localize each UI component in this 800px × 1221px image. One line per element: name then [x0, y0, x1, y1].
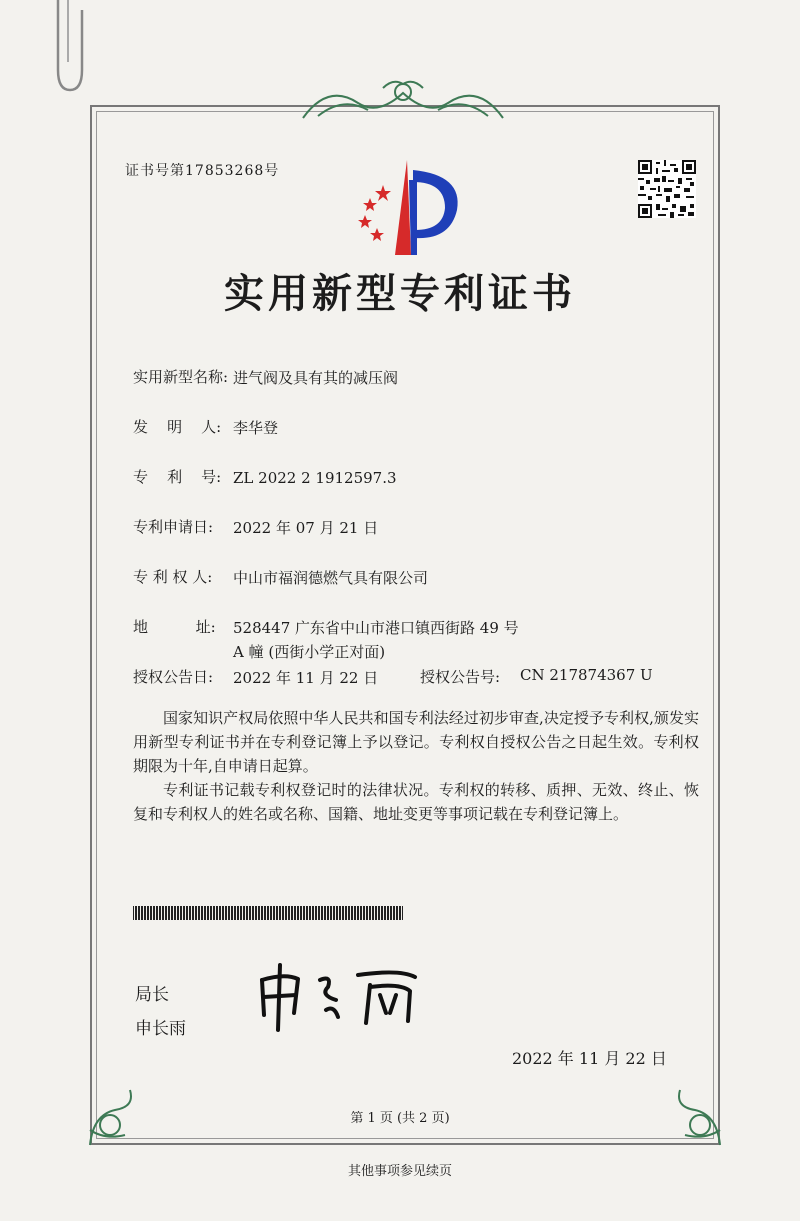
- field-label: 专利申请日:: [133, 518, 214, 536]
- field-value: 进气阀及具有其的减压阀: [233, 369, 399, 387]
- legal-paragraph-1: 国家知识产权局依照中华人民共和国专利法经过初步审查,决定授予专利权,颁发实用新型专利证书并在专利登记簿上予以登记。专利权自授权公告之日起生效。专利权期限为十年,自申请日起算。: [133, 709, 699, 775]
- field-value: 中山市福润德燃气具有限公司: [233, 569, 429, 587]
- barcode-icon: [133, 906, 403, 920]
- cnipa-logo-icon: [345, 160, 465, 255]
- field-patent-number: [133, 466, 633, 490]
- field-value: 2022 年 07 月 21 日: [233, 519, 379, 537]
- field-utility-model-name: [133, 366, 633, 390]
- director-signature: [250, 955, 430, 1035]
- field-patentee: [133, 566, 633, 590]
- field-label: 专 利 权 人:: [133, 568, 213, 586]
- field-value: 528447 广东省中山市港口镇西街路 49 号 A 幢 (西街小学正对面): [233, 619, 519, 661]
- field-value: CN 217874367 U: [520, 666, 653, 684]
- certificate-number: 证书号第17853268号: [125, 163, 280, 179]
- issue-date: 2022 年 11 月 22 日: [512, 1049, 667, 1068]
- certificate-title: 实用新型专利证书: [224, 271, 576, 317]
- field-grant-announcement-number: [420, 666, 653, 687]
- field-address: [133, 616, 533, 664]
- field-label: 发 明 人:: [133, 418, 222, 436]
- field-application-date: [133, 516, 633, 540]
- paperclip-icon: [40, 0, 90, 95]
- legal-paragraph-2: 专利证书记载专利权登记时的法律状况。专利权的转移、质押、无效、终止、恢复和专利权人的姓名或名称、国籍、地址变更等事项记载在专利登记簿上。: [133, 781, 699, 823]
- field-value: 李华登: [233, 419, 279, 437]
- field-label: 实用新型名称:: [133, 368, 229, 386]
- page-number: 第 1 页 (共 2 页): [350, 1111, 450, 1126]
- field-label: 专 利 号:: [133, 468, 222, 486]
- field-value: ZL 2022 2 1912597.3: [233, 469, 397, 487]
- qr-code-icon: [638, 160, 696, 218]
- field-inventor: [133, 416, 633, 440]
- field-value: 2022 年 11 月 22 日: [233, 669, 379, 687]
- field-grant-announcement-date: [133, 666, 413, 690]
- director-name: 申长雨: [135, 1019, 186, 1039]
- top-ornament-icon: [298, 78, 508, 123]
- field-label: 授权公告日:: [133, 668, 214, 686]
- field-label: 地 址:: [133, 618, 216, 636]
- continued-note: 其他事项参见续页: [347, 1164, 452, 1179]
- field-label: 授权公告号:: [420, 668, 501, 686]
- director-title: 局长: [135, 985, 169, 1005]
